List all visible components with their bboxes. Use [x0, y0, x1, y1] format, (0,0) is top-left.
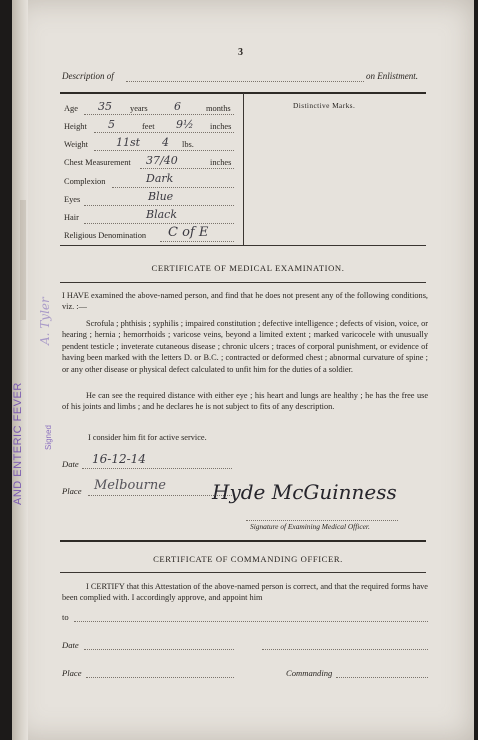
religion-value: C of E — [168, 225, 209, 240]
complexion-label: Complexion — [64, 177, 106, 186]
paper-stain — [20, 200, 26, 320]
height-feet-value: 5 — [108, 118, 115, 131]
medical-place-label: Place — [62, 486, 82, 496]
complexion-value: Dark — [146, 172, 174, 185]
feet-unit: feet — [142, 122, 155, 131]
weight-label: Weight — [64, 140, 88, 149]
description-label: Description of — [62, 71, 114, 81]
medical-conditions: Scrofula ; phthisis ; syphilis ; impaired constitution ; defective intelligence ; defects of vision, voice, or hearing ; hernia ; hemorrhoids ; varicose veins, beyond a limited extent ; marked varicocele with unusually pendent testicle ; inveterate cutaneous disease ; chronic ulcers ; traces of corporal punishment, or evidence of having been marked with the letters D. or B.C. ; contracted or deformed chest ; abnormal curvature of spine ; or any other disease or physical defect calculated to unfit him for the duties of a soldier. — [62, 319, 428, 374]
commanding-label: Commanding — [286, 668, 333, 678]
medical-place-line — [88, 495, 232, 496]
weight-lbs-value: 4 — [162, 136, 169, 149]
margin-signature: A. Tyler — [38, 297, 52, 345]
description-line — [126, 81, 364, 82]
eyes-line — [84, 205, 234, 206]
to-line — [74, 621, 428, 622]
box-bottom-rule — [60, 245, 426, 246]
hair-value: Black — [146, 208, 177, 221]
chest-value: 37/40 — [146, 154, 178, 167]
signature-line — [246, 520, 398, 521]
medical-intro: I HAVE examined the above-named person, and find that he does not present any of the following conditions, viz. :— — [62, 291, 428, 312]
religion-label: Religious Denomination — [64, 231, 147, 240]
age-months-value: 6 — [174, 100, 181, 113]
height-label: Height — [64, 122, 87, 131]
medical-date-label: Date — [62, 459, 79, 469]
commanding-place-label: Place — [62, 668, 82, 678]
medical-date-value: 16-12-14 — [92, 452, 146, 466]
complexion-line — [112, 187, 234, 188]
chest-label: Chest Measurement — [64, 158, 131, 167]
chest-unit: inches — [210, 158, 232, 167]
page-number: 3 — [238, 47, 243, 58]
medical-date-line — [82, 468, 232, 469]
commanding-date-line — [84, 649, 234, 650]
years-unit: years — [130, 104, 148, 113]
commanding-line — [336, 677, 428, 678]
box-divider — [243, 93, 244, 245]
margin-signed-label: Signed — [44, 425, 53, 450]
to-label: to — [62, 612, 69, 622]
commanding-rule — [60, 572, 426, 573]
commanding-place-line — [86, 677, 234, 678]
height-inches-value: 9½ — [176, 118, 194, 131]
chest-line — [140, 168, 234, 169]
commanding-certification: I CERTIFY that this Attestation of the above-named person is correct, and that the required forms have been complied with. I accordingly approve, and appoint him — [62, 582, 428, 603]
age-line — [84, 114, 234, 115]
section-rule — [60, 540, 426, 542]
inches-unit: inches — [210, 122, 232, 131]
age-label: Age — [64, 104, 78, 113]
commanding-date-label: Date — [62, 640, 79, 650]
eyes-label: Eyes — [64, 195, 81, 204]
medical-fitness: He can see the required distance with either eye ; his heart and lungs are healthy ; he has the free use of his joints and limbs ; and he declares he is not subject to fits of any description. — [62, 391, 428, 412]
eyes-value: Blue — [148, 190, 174, 203]
medical-officer-signature: Hyde McGuinness — [212, 480, 397, 504]
height-line — [94, 132, 234, 133]
hair-line — [84, 223, 234, 224]
lbs-unit: lbs. — [182, 140, 194, 149]
commanding-heading: CERTIFICATE OF COMMANDING OFFICER. — [153, 554, 343, 564]
binding-edge — [12, 0, 28, 740]
hair-label: Hair — [64, 213, 79, 222]
distinctive-marks-heading: Distinctive Marks. — [293, 101, 356, 110]
signature-caption: Signature of Examining Medical Officer. — [250, 522, 370, 531]
medical-fit-statement: I consider him fit for active service. — [88, 433, 207, 442]
margin-stamp: AND ENTERIC FEVER — [12, 382, 24, 505]
medical-place-value: Melbourne — [94, 478, 166, 493]
weight-line — [94, 150, 234, 151]
medical-rule — [60, 282, 426, 283]
commanding-extra-line — [262, 649, 428, 650]
age-years-value: 35 — [98, 100, 112, 113]
medical-heading: CERTIFICATE OF MEDICAL EXAMINATION. — [151, 263, 345, 273]
religion-line — [160, 241, 234, 242]
on-enlistment-label: on Enlistment. — [366, 71, 418, 81]
months-unit: months — [206, 104, 231, 113]
weight-stone-value: 11st — [116, 136, 141, 149]
